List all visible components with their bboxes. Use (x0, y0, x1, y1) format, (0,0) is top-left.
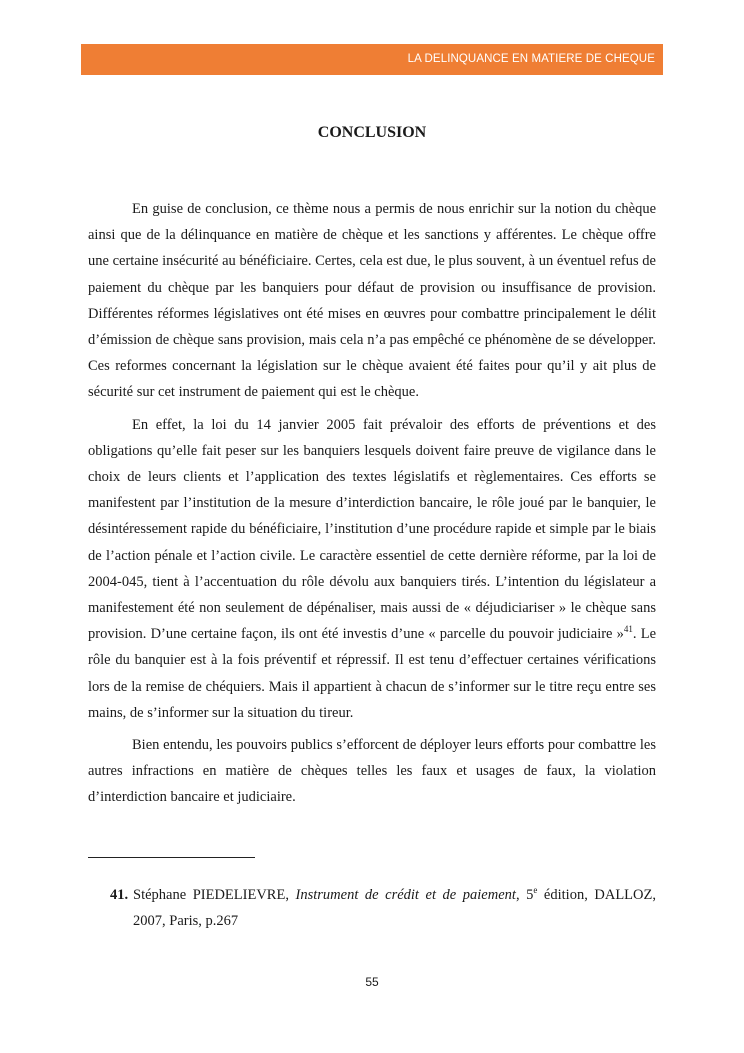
footnote-rest: édition, DALLOZ, 2007, Paris, p.267 (133, 887, 656, 929)
paragraph-2-text-after: . Le rôle du banquier est à la fois préventif et répressif. Il est tenu d’effectuer certaines vérifications lors de la remise de chéquiers. Mais il appartient à chacun de s’informer sur le titre reçu entre ses mains, de s’informer sur la situation du tireur. (88, 626, 657, 721)
footnote-number: 41. (110, 887, 129, 903)
footnote-author: Stéphane PIEDELIEVRE, (133, 887, 296, 903)
footnote-reference: 41 (623, 624, 633, 635)
paragraph-1: En guise de conclusion, ce thème nous a permis de nous enrichir sur la notion du chèque ainsi que de la délinquance en matière de chèque et les sanctions y afférentes. Le chèque offre une certaine insécurité au bénéficiaire. Certes, cela est due, le plus souvent, à un éventuel refus de paiement du chèque par les banquiers pour défaut de provision ou insuffisance de provision. Différentes réformes législatives ont été mises en œuvres pour combattre principalement le délit d’émission de chèque sans provision, mais cela n’a pas empêché ce phénomène de se développer. Ces reformes concernant la législation sur le chèque avaient été faites pour qu’il y ait plus de sécurité sur cet instrument de paiement qui est le chèque. (88, 201, 656, 401)
page-number: 55 (365, 975, 379, 989)
footnote (110, 882, 656, 934)
footnote-text (133, 882, 656, 934)
paragraph-3: Bien entendu, les pouvoirs publics s’efforcent de déployer leurs efforts pour combattre les autres infractions en matière de chèques telles les faux et usages de faux, la violation d’interdiction bancaire et judiciaire. (88, 737, 656, 806)
running-header-title: LA DELINQUANCE EN MATIERE DE CHEQUE (407, 53, 655, 65)
footnote-edition-superscript: e (533, 885, 538, 896)
paragraph-2 (88, 412, 656, 726)
footnote-book-title: Instrument de crédit et de paiement (295, 887, 516, 903)
page-title: CONCLUSION (317, 124, 427, 141)
footnote-separator (88, 857, 255, 858)
footnote-separator-text: , 5 (515, 887, 534, 903)
body-text (88, 196, 656, 817)
paragraph-2-text-before: En effet, la loi du 14 janvier 2005 fait prévaloir des efforts de préventions et des obligations qu’elle fait peser sur les banquiers lesquels doivent faire preuve de vigilance dans le choix de leurs clients et l’application des textes législatifs et règlementaires. Ces efforts se manifestent par l’institution de la mesure d’interdiction bancaire, le rôle joué par le banquier, le désintéressement rapide du bénéficiaire, l’institution d’une procédure rapide et simple par le biais de l’action pénale et l’action civile. Le caractère essentiel de cette dernière réforme, par la loi de 2004-045, tient à l’accentuation du rôle dévolu aux banquiers tirés. L’intention du législateur a manifestement été non seulement de dépénaliser, mais aussi de « déjudiciariser » le chèque sans provision. D’une certaine façon, ils ont été investis d’une « parcelle du pouvoir judiciaire » (88, 416, 656, 643)
running-header-band (81, 44, 663, 75)
